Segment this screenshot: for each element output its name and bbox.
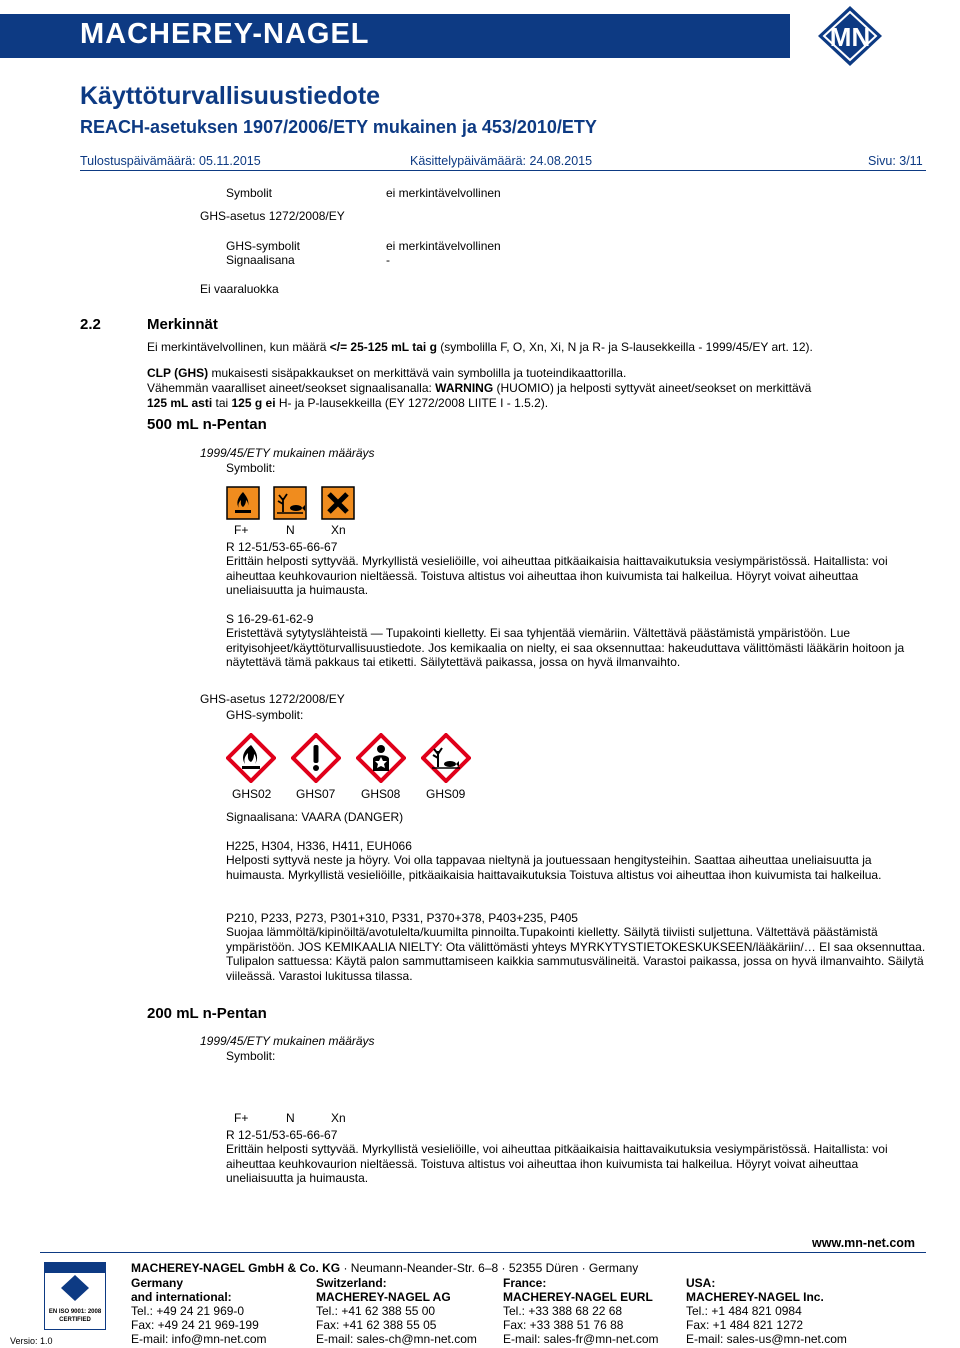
flame-icon <box>226 486 260 520</box>
sym-label-xn-200: Xn <box>331 1111 346 1125</box>
brand-name: MACHEREY-NAGEL <box>80 18 370 50</box>
ghs-code-02: GHS02 <box>232 787 272 801</box>
ghs09-environment-icon <box>421 733 471 783</box>
sym-label-fplus: F+ <box>234 523 249 537</box>
ghs-code-07: GHS07 <box>296 787 336 801</box>
h-codes-500ml: H225, H304, H336, H411, EUH066 <box>226 839 412 853</box>
heading-500ml: 500 mL n-Pentan <box>147 416 267 433</box>
hazard-class: Ei vaaraluokka <box>200 282 279 296</box>
footer-col-france: France: MACHEREY-NAGEL EURL Tel.: +33 388 68 22 68 Fax: +33 388 51 76 88 E-mail: sales-fr@mn-net.com <box>503 1276 659 1346</box>
section-title: Merkinnät <box>147 316 218 333</box>
p-codes-500ml: P210, P233, P273, P301+310, P331, P370+378, P403+235, P405 <box>226 911 578 925</box>
certificate-badge <box>44 1262 106 1330</box>
directive-200ml: 1999/45/ETY mukainen määräys <box>200 1034 375 1048</box>
logo-text: MN <box>829 22 871 52</box>
s-phrases-500ml: S 16-29-61-62-9 <box>226 612 314 626</box>
print-date: Tulostuspäivämäärä: 05.11.2015 <box>80 154 261 168</box>
cert-text-2: CERTIFIED <box>59 1317 91 1323</box>
ghs07-exclamation-icon <box>291 733 341 783</box>
signal-value: - <box>386 253 390 267</box>
ghs-symbolit-value: ei merkintävelvollinen <box>386 239 501 253</box>
symbolit-label: Symbolit <box>226 186 273 200</box>
environment-hazard-icon <box>273 486 307 520</box>
company-line: MACHEREY-NAGEL GmbH & Co. KG · Neumann-Neander-Str. 6–8 · 52355 Düren · Germany <box>131 1261 639 1275</box>
section-number: 2.2 <box>80 316 101 333</box>
ghs-code-09: GHS09 <box>426 787 466 801</box>
footer-col-switzerland: Switzerland: MACHEREY-NAGEL AG Tel.: +41 62 388 55 00 Fax: +41 62 388 55 05 E-mail: sales-ch@mn-net.com <box>316 1276 477 1346</box>
signal-label: Signaalisana <box>226 253 295 267</box>
ghs-regulation-500ml: GHS-asetus 1272/2008/EY <box>200 692 345 706</box>
sym-label-fplus-200: F+ <box>234 1111 249 1125</box>
version: Versio: 1.0 <box>10 1336 53 1346</box>
footer-rule <box>40 1252 926 1253</box>
r-text-500ml: Erittäin helposti syttyvää. Myrkyllistä vesieliöille, voi aiheuttaa pitkäaikaisia haittavaikutuksia vesiympäristössä. Haitallista: voi aiheuttaa keuhkovaurion nieltäessä. Toistuva altistus voi aiheuttaa ihon kuivumista tai halkeilua. Höyryt voivat aiheuttaa uneliaisuutta ja huimausta. <box>226 554 888 597</box>
s-text-500ml: Eristettävä sytytyslähteistä — Tupakointi kielletty. Ei saa tyhjentää viemäriin. Vältettävä päästämistä ympäristöön. Lue erityisohjeet/käyttöturvallisuustiedote. Jos kemikaalia on nielty, ei saa oksennuttaa: hakeuduttava välittömästi lääkärin hoitoon ja näytettävä tämä pakkaus tai etiketti. Säilytettävä paikassa, jossa on hyvä ilmanvaihto. <box>226 626 905 669</box>
sym-label-n-200: N <box>286 1111 295 1125</box>
symbols-label-200ml: Symbolit: <box>226 1049 276 1063</box>
edit-date: Käsittelypäivämäärä: 24.08.2015 <box>410 154 593 168</box>
sym-label-n: N <box>286 523 295 537</box>
p-text-500ml: Suojaa lämmöltä/kipinöiltä/avotulelta/kuumilta pinnoilta.Tupakointi kielletty. Säilytä tiiviisti suljettuna. Vältettävä päästämistä ympäristöön. JOS KEMIKAALIA NIELTY: Ota välittömästi yhteys MYRKYTYSTIETOKESKUKSEEN/lääkäriin/… EI saa oksennuttaa. Tulipalon sattuessa: Käytä palon sammuttamiseen kaikkia sammutusvälineitä. Varastoi paikassa, jossa on hyvä ilmanvaihto. Säilytä viileässä. Varastoi lukitussa tilassa. <box>226 925 926 983</box>
warning-note: Vähemmän vaaralliset aineet/seokset signaalisanalla: WARNING (HUOMIO) ja helposti syttyvät aineet/seokset on merkittävä <box>147 381 812 395</box>
r-phrases-500ml: R 12-51/53-65-66-67 <box>226 540 338 554</box>
heading-200ml: 200 mL n-Pentan <box>147 1005 267 1022</box>
document-subtitle: REACH-asetuksen 1907/2006/ETY mukainen ja 453/2010/ETY <box>80 117 597 137</box>
ghs-symbolit-label: GHS-symbolit <box>226 239 301 253</box>
mn-logo-icon <box>790 4 910 68</box>
h-text-500ml: Helposti syttyvä neste ja höyry. Voi olla tappavaa nieltynä ja joutuessaan hengitysteihin. Saattaa aiheuttaa uneliaisuutta ja huimausta. Myrkyllistä vesieliöille, pitkäaikaisia haittavaikutuksia Toistuva altistus voi aiheuttaa ihon kuivumista tai halkeilua. <box>226 853 882 882</box>
r-phrases-200ml: R 12-51/53-65-66-67 <box>226 1128 338 1142</box>
directive-500ml: 1999/45/ETY mukainen määräys <box>200 446 375 460</box>
cert-text-1: EN ISO 9001: 2008 <box>48 1309 102 1315</box>
header-rule <box>80 170 926 171</box>
website-link[interactable]: www.mn-net.com <box>812 1236 916 1250</box>
ghs02-flame-icon <box>226 733 276 783</box>
harmful-cross-icon <box>321 486 355 520</box>
header-bar <box>0 0 960 72</box>
labelling-note: Ei merkintävelvollinen, kun määrä </= 25-125 mL tai g (symbolilla F, O, Xn, Xi, N ja R- ja S-lausekkeilla - 1999/45/EY art. 12). <box>147 340 813 354</box>
signal-word-500ml: Signaalisana: VAARA (DANGER) <box>226 810 404 824</box>
sym-label-xn: Xn <box>331 523 346 537</box>
page-number: Sivu: 3/11 <box>868 154 923 168</box>
r-text-200ml: Erittäin helposti syttyvää. Myrkyllistä vesieliöille, voi aiheuttaa pitkäaikaisia haittavaikutuksia vesiympäristössä. Haitallista: voi aiheuttaa keuhkovaurion nieltäessä. Toistuva altistus voi aiheuttaa ihon kuivumista tai halkeilua. Höyryt voivat aiheuttaa uneliaisuutta ja huimausta. <box>226 1142 888 1185</box>
ghs08-health-hazard-icon <box>356 733 406 783</box>
document-title: Käyttöturvallisuustiedote <box>80 82 381 110</box>
ghs-code-08: GHS08 <box>361 787 401 801</box>
footer-col-germany: Germany and international: Tel.: +49 24 21 969-0 Fax: +49 24 21 969-199 E-mail: info@mn-net.com <box>131 1276 267 1346</box>
clp-note: CLP (GHS) mukaisesti sisäpakkaukset on merkittävä vain symbolilla ja tuoteindikaattorilla. <box>147 366 627 380</box>
symbols-label-500ml: Symbolit: <box>226 461 276 475</box>
footer-col-usa: USA: MACHEREY-NAGEL Inc. Tel.: +1 484 821 0984 Fax: +1 484 821 1272 E-mail: sales-us@mn-net.com <box>686 1276 847 1346</box>
warning-note-2: 125 mL asti tai 125 g ei H- ja P-lausekkeilla (EY 1272/2008 LIITE I - 1.5.2). <box>147 396 549 410</box>
symbolit-value: ei merkintävelvollinen <box>386 186 501 200</box>
ghs-regulation: GHS-asetus 1272/2008/EY <box>200 209 345 223</box>
mn-cert-logo-icon <box>45 1273 105 1303</box>
ghs-symbols-label-500ml: GHS-symbolit: <box>226 708 304 722</box>
